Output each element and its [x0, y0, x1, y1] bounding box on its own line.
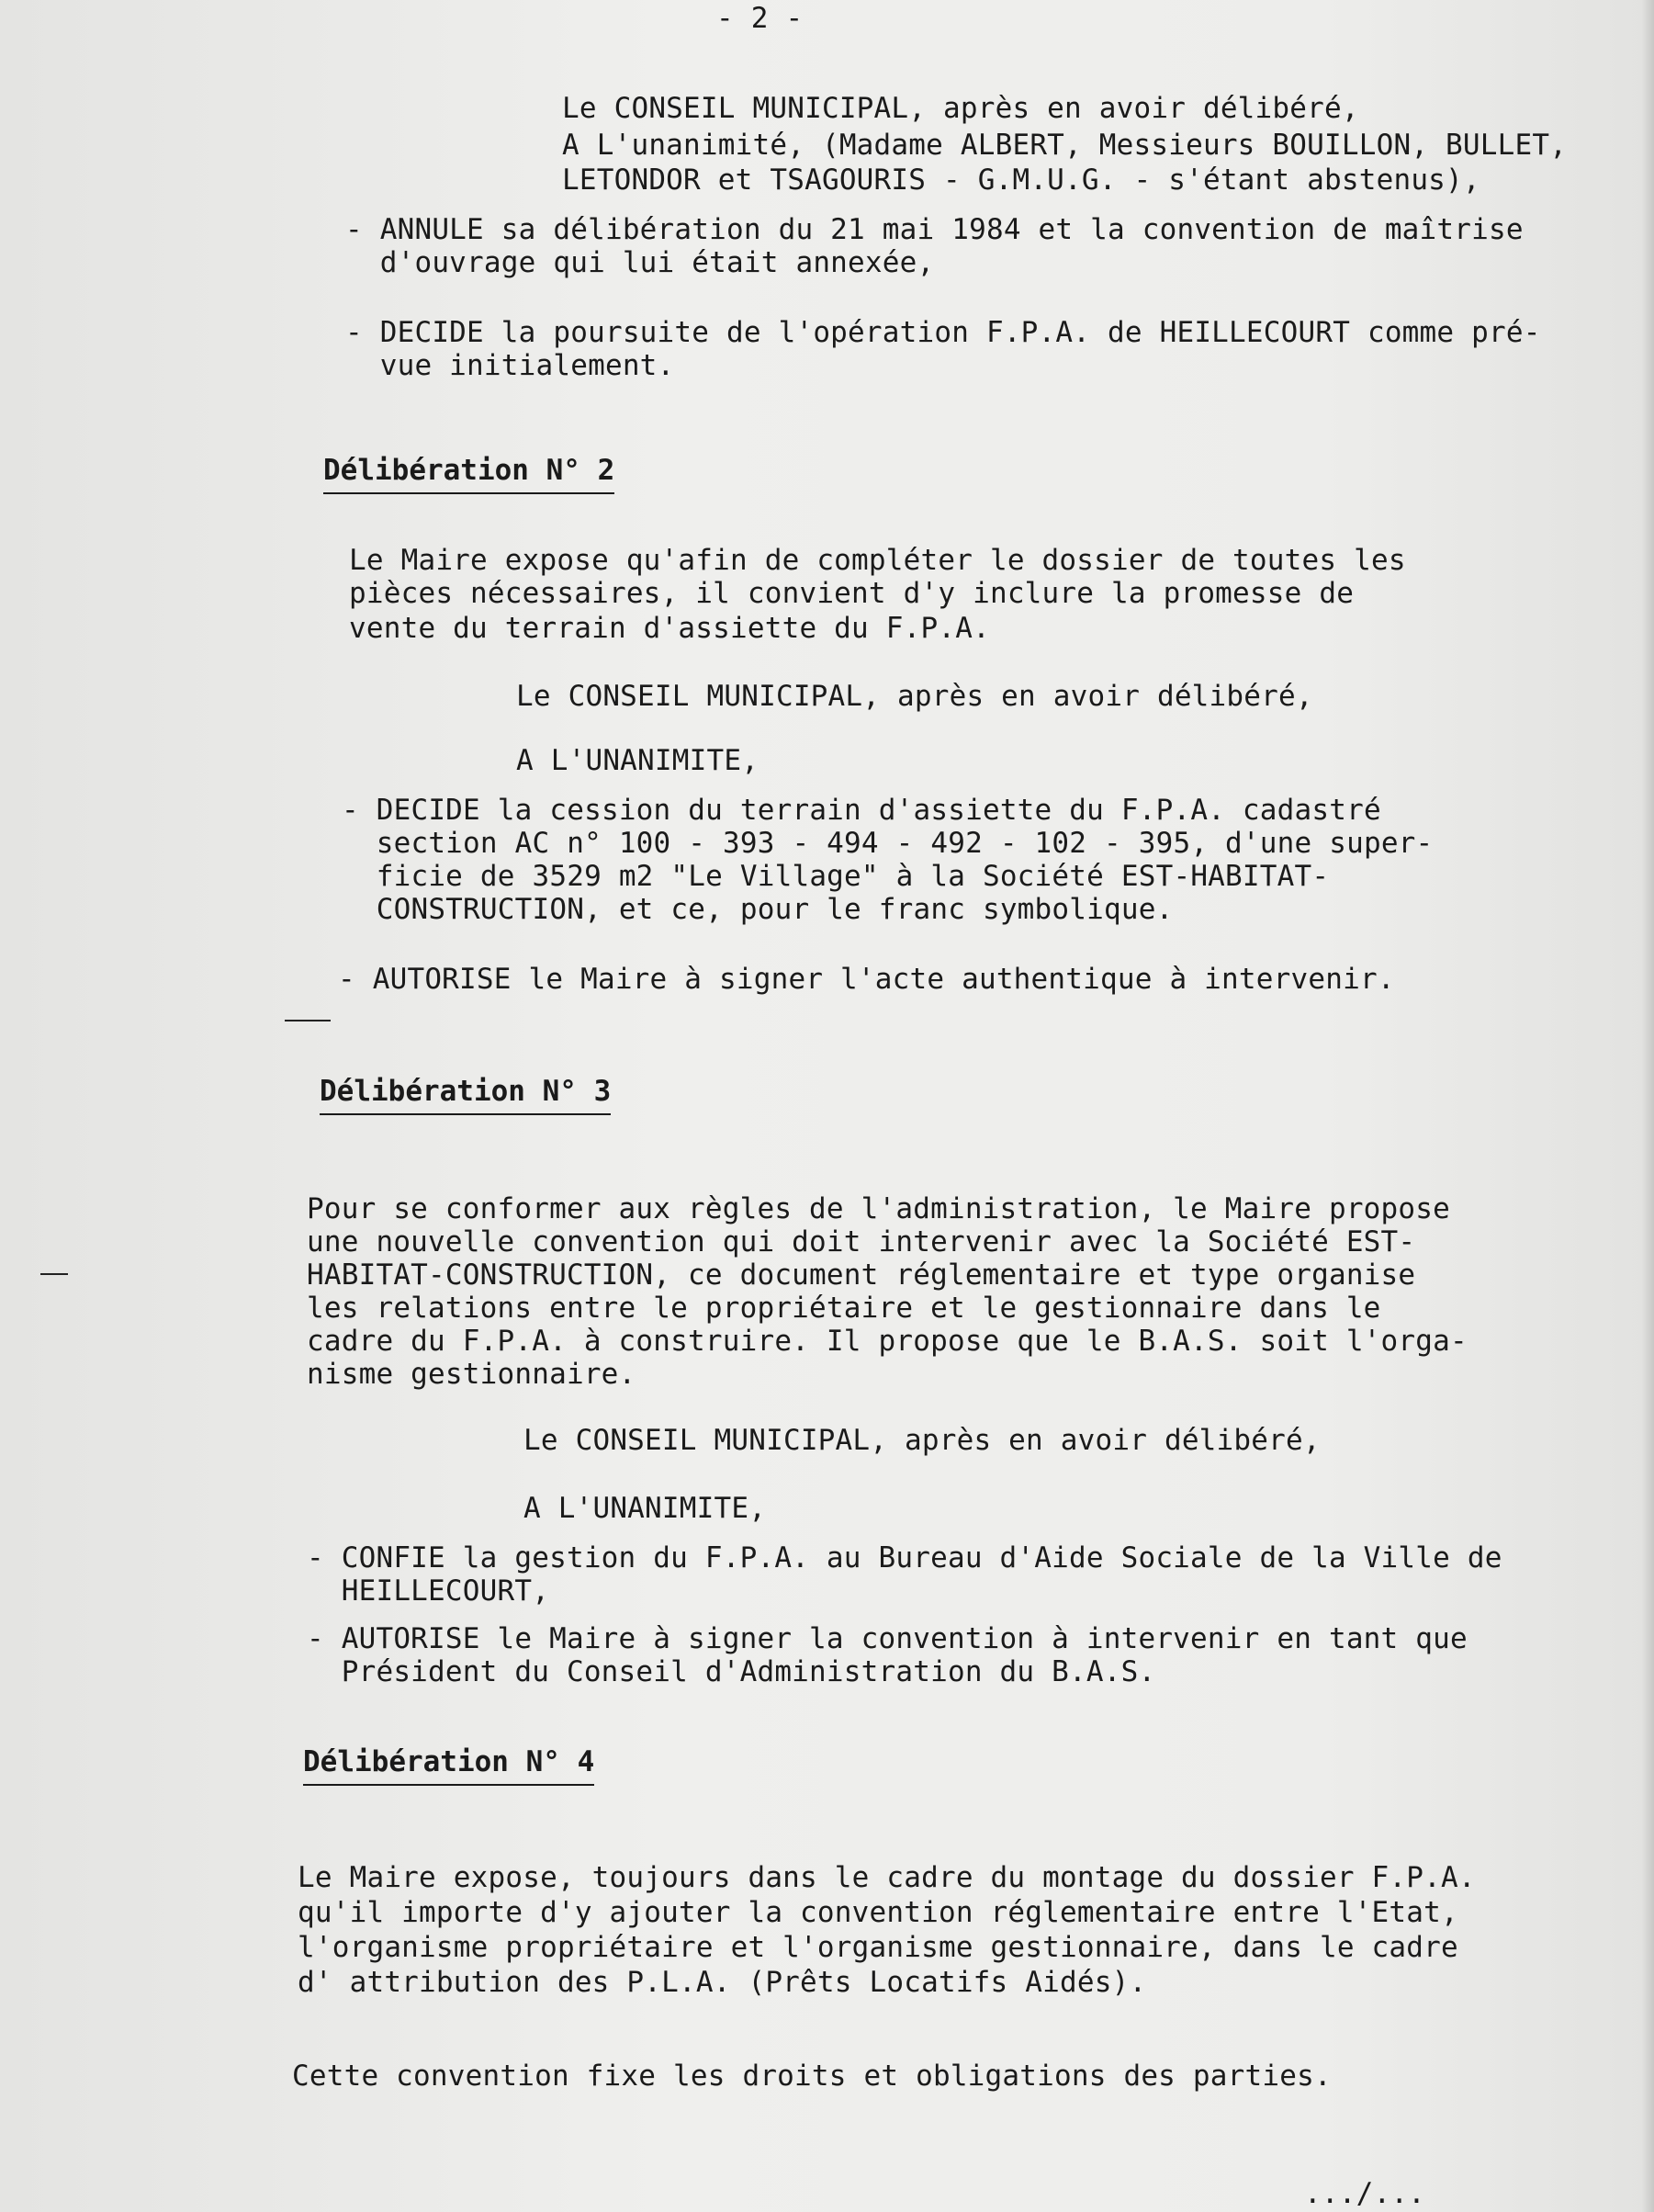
page-number: - 2 - [716, 2, 804, 35]
intro-item-annule-2: d'ouvrage qui lui était annexée, [345, 246, 935, 279]
delib4-text-2: qu'il importe d'y ajouter la convention réglementaire entre l'Etat, [298, 1896, 1458, 1929]
delib3-council: Le CONSEIL MUNICIPAL, après en avoir délibéré, [523, 1424, 1321, 1457]
delib3-text-2: une nouvelle convention qui doit intervenir avec la Société EST- [307, 1225, 1416, 1258]
delib3-text-4: les relations entre le propriétaire et le gestionnaire dans le [307, 1292, 1381, 1325]
delib2-item-decide-4: CONSTRUCTION, et ce, pour le franc symbolique. [342, 893, 1174, 926]
intro-item-decide-2: vue initialement. [345, 349, 675, 382]
delib2-item-autorise: - AUTORISE le Maire à signer l'acte authentique à intervenir. [338, 963, 1395, 996]
intro-item-annule-1: - ANNULE sa délibération du 21 mai 1984 et la convention de maîtrise [345, 213, 1524, 246]
scan-mark-left [40, 1273, 68, 1275]
delib4-text-4: d' attribution des P.L.A. (Prêts Locatifs Aidés). [298, 1966, 1147, 1999]
intro-item-decide-1: - DECIDE la poursuite de l'opération F.P.A. de HEILLECOURT comme pré- [345, 316, 1541, 349]
delib3-text-5: cadre du F.P.A. à construire. Il propose que le B.A.S. soit l'orga- [307, 1325, 1468, 1358]
delib2-text-1: Le Maire expose qu'afin de compléter le dossier de toutes les [349, 544, 1406, 577]
delib4-closing: Cette convention fixe les droits et obligations des parties. [292, 2060, 1332, 2093]
delib3-text-1: Pour se conformer aux règles de l'administration, le Maire propose [307, 1192, 1450, 1225]
delib3-item-autorise-2: Président du Conseil d'Administration du B.A.S. [307, 1655, 1156, 1688]
scan-edge-shadow [1641, 0, 1654, 2212]
delib2-item-decide-3: ficie de 3529 m2 "Le Village" à la Société EST-HABITAT- [342, 860, 1330, 893]
delib3-item-confie-2: HEILLECOURT, [307, 1574, 550, 1608]
continuation-mark: .../... [1304, 2177, 1426, 2210]
delib2-text-2: pièces nécessaires, il convient d'y inclure la promesse de [349, 577, 1355, 610]
delib3-text-3: HABITAT-CONSTRUCTION, ce document réglementaire et type organise [307, 1258, 1416, 1292]
deliberation-4-title: Délibération N° 4 [303, 1745, 594, 1786]
delib2-item-decide-2: section AC n° 100 - 393 - 494 - 492 - 102 - 395, d'une super- [342, 827, 1434, 860]
intro-line-3: LETONDOR et TSAGOURIS - G.M.U.G. - s'étant abstenus), [562, 164, 1480, 197]
delib3-vote: A L'UNANIMITE, [523, 1492, 767, 1525]
delib2-text-3: vente du terrain d'assiette du F.P.A. [349, 612, 990, 645]
delib3-text-6: nisme gestionnaire. [307, 1358, 636, 1391]
intro-line-1: Le CONSEIL MUNICIPAL, après en avoir délibéré, [562, 92, 1359, 125]
scan-mark [285, 1020, 331, 1021]
delib2-vote: A L'UNANIMITE, [516, 744, 759, 777]
delib4-text-3: l'organisme propriétaire et l'organisme gestionnaire, dans le cadre [298, 1931, 1458, 1964]
delib4-text-1: Le Maire expose, toujours dans le cadre du montage du dossier F.P.A. [298, 1861, 1476, 1894]
delib2-council: Le CONSEIL MUNICIPAL, après en avoir délibéré, [516, 680, 1313, 713]
delib3-item-confie-1: - CONFIE la gestion du F.P.A. au Bureau d'Aide Sociale de la Ville de [307, 1541, 1502, 1574]
delib3-item-autorise-1: - AUTORISE le Maire à signer la convention à intervenir en tant que [307, 1622, 1468, 1655]
delib2-item-decide-1: - DECIDE la cession du terrain d'assiette du F.P.A. cadastré [342, 794, 1381, 827]
deliberation-2-title: Délibération N° 2 [323, 454, 614, 494]
intro-line-2: A L'unanimité, (Madame ALBERT, Messieurs BOUILLON, BULLET, [562, 129, 1568, 162]
deliberation-3-title: Délibération N° 3 [320, 1075, 611, 1115]
